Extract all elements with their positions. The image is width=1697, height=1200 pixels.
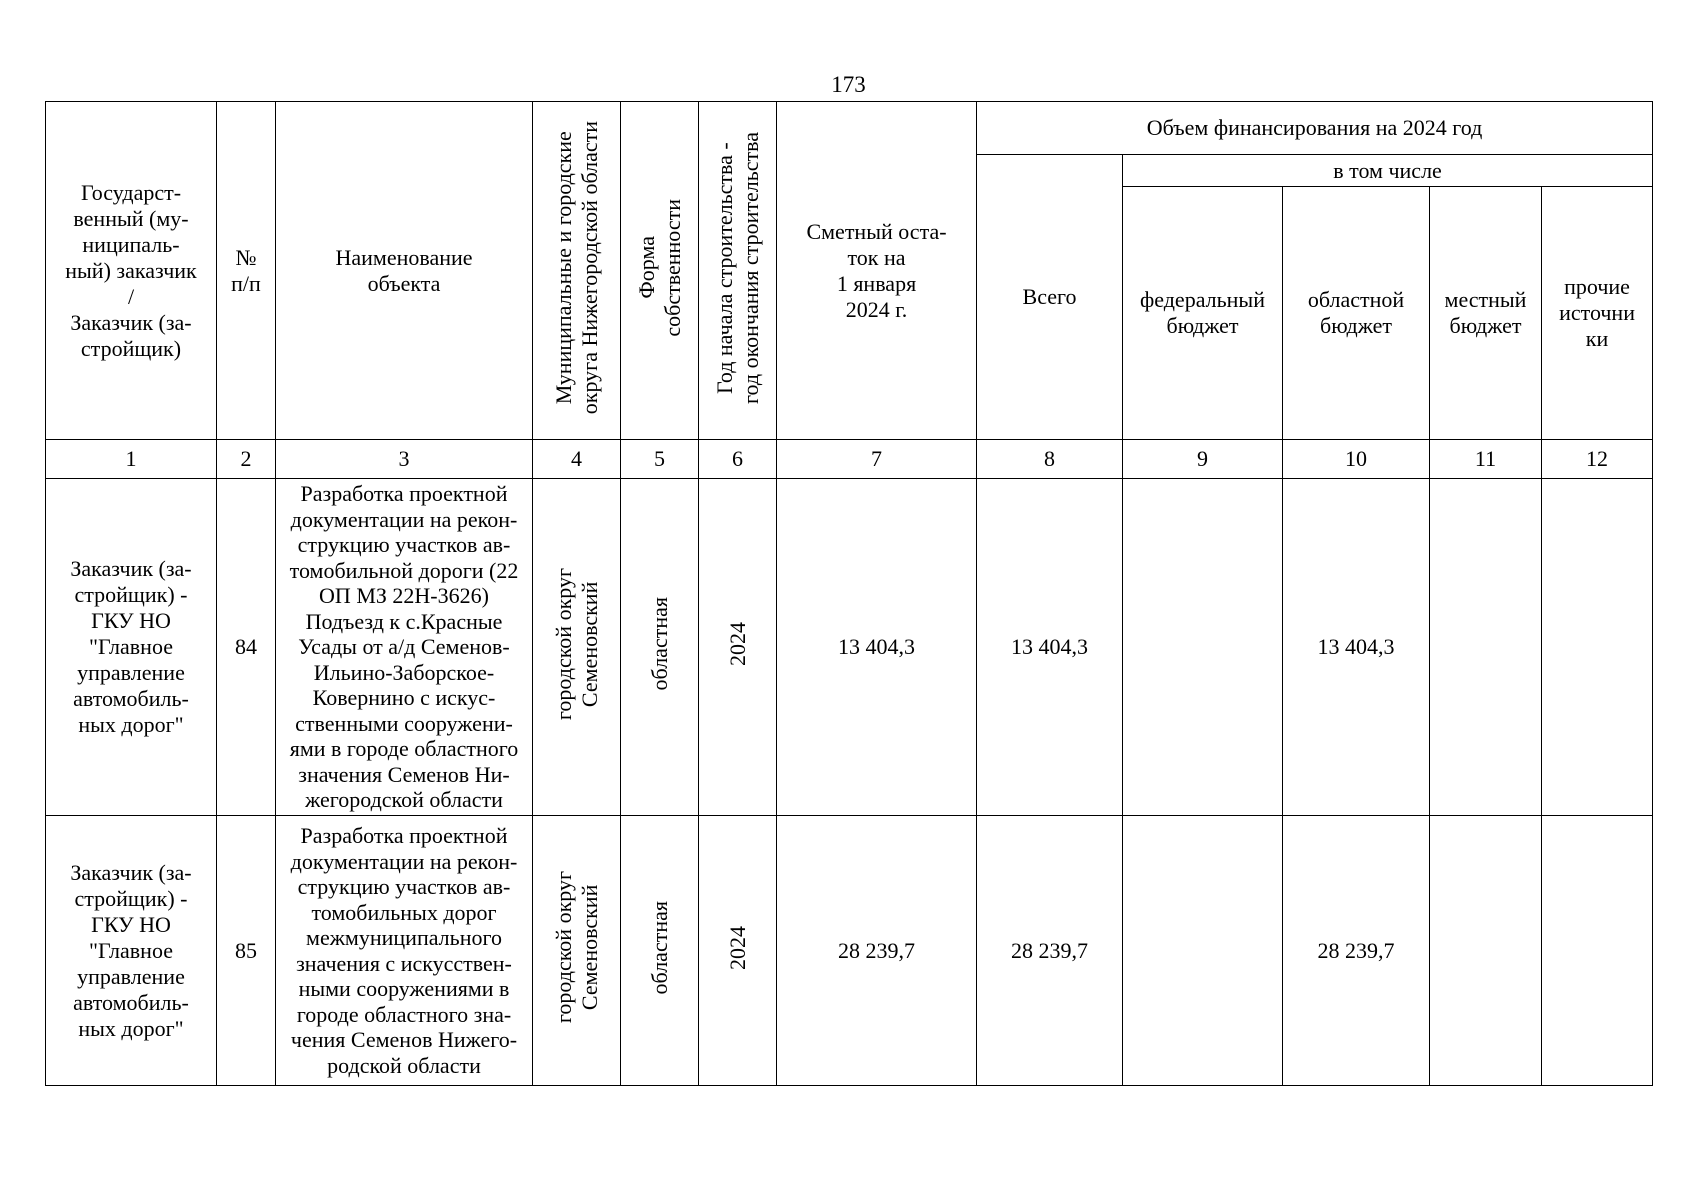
- row-federal: [1123, 816, 1283, 1086]
- row-estimate: 28 239,7: [777, 816, 977, 1086]
- row-years: 2024: [724, 925, 750, 970]
- row-municipality-cell: [533, 816, 621, 1086]
- header-ownership: Форма собственности: [633, 198, 685, 337]
- column-number: 3: [276, 440, 533, 479]
- column-number: 11: [1430, 440, 1542, 479]
- header-regional: областной бюджет: [1283, 187, 1430, 440]
- row-estimate: 13 404,3: [777, 479, 977, 816]
- financing-table: [45, 101, 1653, 1086]
- column-numbers-row: [46, 440, 1653, 479]
- row-other: [1542, 816, 1653, 1086]
- column-number: 8: [977, 440, 1123, 479]
- row-customer: Заказчик (за- стройщик) - ГКУ НО "Главное управление автомобиль- ных дорог": [46, 816, 217, 1086]
- header-financing: Объем финансирования на 2024 год: [977, 102, 1653, 155]
- header-municipality: Муниципальные и городские округа Нижегородской области: [550, 120, 602, 415]
- row-municipality: городской округ Семеновский: [550, 871, 602, 1024]
- row-ownership-cell: [621, 479, 699, 816]
- header-customer: Государст- венный (му- ниципаль- ный) заказчик / Заказчик (за- стройщик): [46, 102, 217, 440]
- row-ownership: областная: [646, 597, 672, 691]
- table-row: [46, 479, 1653, 816]
- header-object-name: Наименование объекта: [276, 102, 533, 440]
- column-number: 4: [533, 440, 621, 479]
- column-number: 5: [621, 440, 699, 479]
- row-num: 85: [217, 816, 276, 1086]
- row-local: [1430, 479, 1542, 816]
- header-years-cell: [699, 102, 777, 440]
- page-number: 173: [831, 72, 866, 97]
- row-object-name: Разработка проектной документации на рекон- струкцию участков ав- томобильных дорог межмуниципального значения с искусствен- ными сооружениями в городе областного зна- чения Семенов Нижего- родской области: [276, 816, 533, 1086]
- header-federal: федеральный бюджет: [1123, 187, 1283, 440]
- row-ownership-cell: [621, 816, 699, 1086]
- column-number: 10: [1283, 440, 1430, 479]
- header-estimate: Сметный оста- ток на 1 января 2024 г.: [777, 102, 977, 440]
- column-number: 6: [699, 440, 777, 479]
- column-number: 12: [1542, 440, 1653, 479]
- header-including: в том числе: [1123, 155, 1653, 187]
- header-row-1: [46, 102, 1653, 155]
- row-local: [1430, 816, 1542, 1086]
- header-ownership-cell: [621, 102, 699, 440]
- header-local: местный бюджет: [1430, 187, 1542, 440]
- column-number: 7: [777, 440, 977, 479]
- header-num: № п/п: [217, 102, 276, 440]
- column-number: 9: [1123, 440, 1283, 479]
- row-municipality-cell: [533, 479, 621, 816]
- header-years: Год начала строительства - год окончания строительства: [711, 131, 763, 404]
- table-row: [46, 816, 1653, 1086]
- header-municipality-cell: [533, 102, 621, 440]
- row-object-name: Разработка проектной документации на рекон- струкцию участков ав- томобильной дороги (22 ОП МЗ 22Н-3626) Подъезд к с.Красные Усады от а/д Семенов- Ильино-Заборское- Ковернино с искус- ственными сооружени- ями в городе областного значения Семенов Ни- жегородской области: [276, 479, 533, 816]
- header-total: Всего: [977, 155, 1123, 440]
- row-years-cell: [699, 479, 777, 816]
- row-num: 84: [217, 479, 276, 816]
- row-customer: Заказчик (за- стройщик) - ГКУ НО "Главное управление автомобиль- ных дорог": [46, 479, 217, 816]
- column-number: 1: [46, 440, 217, 479]
- row-federal: [1123, 479, 1283, 816]
- column-number: 2: [217, 440, 276, 479]
- row-total: 13 404,3: [977, 479, 1123, 816]
- row-regional: 13 404,3: [1283, 479, 1430, 816]
- header-other: прочие источни ки: [1542, 187, 1653, 440]
- row-municipality: городской округ Семеновский: [550, 567, 602, 721]
- row-regional: 28 239,7: [1283, 816, 1430, 1086]
- row-years: 2024: [724, 622, 750, 666]
- row-years-cell: [699, 816, 777, 1086]
- row-total: 28 239,7: [977, 816, 1123, 1086]
- row-other: [1542, 479, 1653, 816]
- row-ownership: областная: [646, 900, 672, 995]
